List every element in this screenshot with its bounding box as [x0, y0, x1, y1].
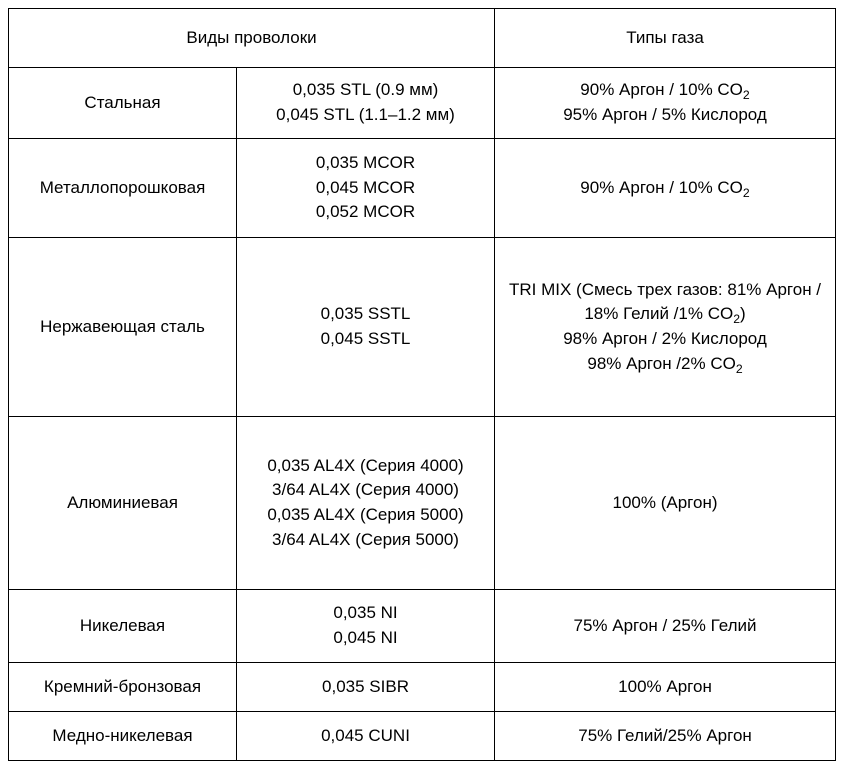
wire-spec-lines: 0,035 MCOR 0,045 MCOR 0,052 MCOR — [315, 153, 416, 222]
gas-type-cell — [495, 663, 836, 712]
wire-spec-cell — [237, 68, 495, 139]
wire-spec-lines: 0,035 SSTL 0,045 SSTL — [320, 304, 411, 348]
gas-type-cell — [495, 417, 836, 590]
table-row — [9, 663, 836, 712]
wire-spec-cell — [237, 712, 495, 761]
wire-type-cell: Металлопорошковая — [9, 139, 237, 238]
wire-spec-cell — [237, 417, 495, 590]
gas-type-lines: 100% (Аргон) — [612, 492, 718, 512]
wire-spec-lines: 0,035 STL (0.9 мм) 0,045 STL (1.1–1.2 мм) — [276, 80, 455, 124]
wire-spec-lines: 0,045 CUNI — [321, 725, 410, 745]
gas-type-cell — [495, 238, 836, 417]
wire-spec-lines: 0,035 AL4X (Серия 4000) 3/64 AL4X (Серия 4000) 0,035 AL4X (Серия 5000) 3/64 AL4X (Серия 5000) — [267, 455, 464, 549]
wire-spec-lines: 0,035 NI 0,045 NI — [333, 603, 398, 647]
gas-type-cell — [495, 139, 836, 238]
wire-spec-lines: 0,035 SIBR — [322, 676, 409, 696]
column-header-wire-types: Виды проволоки — [9, 9, 495, 68]
wire-spec-cell — [237, 139, 495, 238]
wire-type-cell: Кремний-бронзовая — [9, 663, 237, 712]
gas-type-lines: 75% Гелий/25% Аргон — [578, 725, 752, 745]
table-row — [9, 712, 836, 761]
gas-type-lines: 90% Аргон / 10% $CO_2$ 95% Аргон / 5% Кислород — [501, 78, 829, 127]
gas-type-cell — [495, 68, 836, 139]
wire-type-cell: Нержавеющая сталь — [9, 238, 237, 417]
wire-spec-cell — [237, 238, 495, 417]
table-header-row — [9, 9, 836, 68]
column-header-gas-types: Типы газа — [495, 9, 836, 68]
gas-type-cell — [495, 712, 836, 761]
wire-type-cell: Стальная — [9, 68, 237, 139]
gas-type-line: 98% Аргон /2% $CO_2$ — [587, 353, 743, 376]
gas-type-lines: 75% Аргон / 25% Гелий — [573, 615, 757, 635]
gas-type-line: 90% Аргон / 10% $CO_2$ — [580, 177, 750, 200]
table-row — [9, 417, 836, 590]
table-row — [9, 68, 836, 139]
gas-type-lines — [501, 176, 829, 201]
wire-type-cell: Медно-никелевая — [9, 712, 237, 761]
gas-type-cell — [495, 590, 836, 663]
table-body — [9, 68, 836, 761]
wire-type-cell: Алюминиевая — [9, 417, 237, 590]
gas-type-line: 90% Аргон / 10% $CO_2$ — [580, 80, 750, 103]
gas-type-lines: TRI MIX (Смесь трех газов: 81% Аргон / 18% Гелий /1% $CO_2$) 98% Аргон / 2% Кислород 98% Аргон /2% $CO_2$ — [501, 278, 829, 377]
table-row — [9, 590, 836, 663]
wire-type-cell: Никелевая — [9, 590, 237, 663]
wire-gas-table — [8, 8, 836, 761]
table-row — [9, 139, 836, 238]
wire-spec-cell — [237, 590, 495, 663]
table-row — [9, 238, 836, 417]
wire-spec-cell — [237, 663, 495, 712]
gas-type-line: 18% Гелий /1% $CO_2$) — [584, 304, 746, 327]
gas-type-lines: 100% Аргон — [618, 676, 712, 696]
